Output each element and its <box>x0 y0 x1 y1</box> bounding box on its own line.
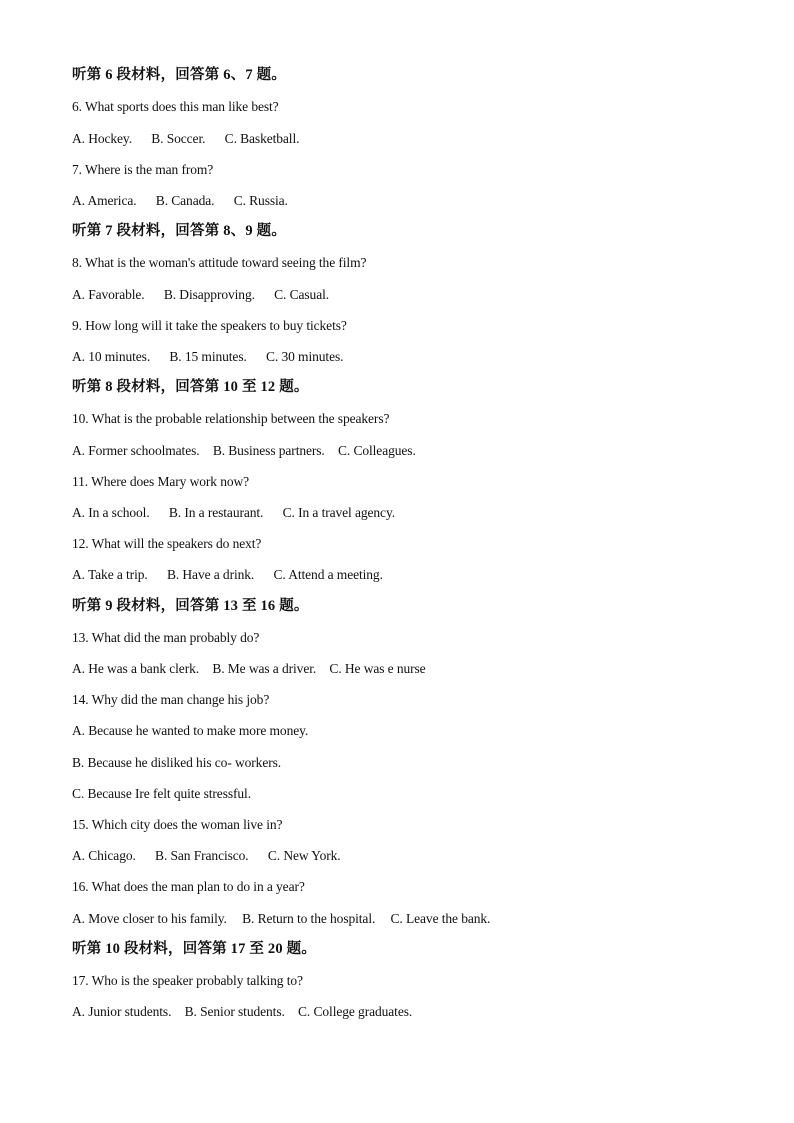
option-b: B. Soccer. <box>151 131 206 146</box>
option-a: A. Former schoolmates. <box>72 443 200 458</box>
option-b: B. Because he disliked his co- workers. <box>72 755 282 770</box>
option-a: A. America. <box>72 193 137 208</box>
option-b: B. Canada. <box>155 193 215 208</box>
question-text: 6. What sports does this man like best? <box>72 99 279 114</box>
question-text: 14. Why did the man change his job? <box>72 692 270 707</box>
option-b: B. Have a drink. <box>166 567 255 582</box>
option-a: A. Take a trip. <box>72 567 148 582</box>
question-text: 11. Where does Mary work now? <box>72 474 250 489</box>
option-b: B. 15 minutes. <box>169 349 247 364</box>
option-a: A. 10 minutes. <box>72 349 151 364</box>
option-b: B. In a restaurant. <box>168 505 264 520</box>
question-text: 10. What is the probable relationship between the speakers? <box>72 411 390 426</box>
answer-options <box>72 1003 412 1021</box>
question-text: 13. What did the man probably do? <box>72 630 260 645</box>
answer-options <box>72 192 288 210</box>
option-b: B. Me was a driver. <box>212 661 317 676</box>
question-text: 8. What is the woman's attitude toward seeing the film? <box>72 255 367 270</box>
section-heading: 听第 6 段材料，回答第 6、7 题。 <box>72 67 287 83</box>
option-b: B. Return to the hospital. <box>242 911 376 926</box>
option-c: C. New York. <box>267 848 341 863</box>
option-a: A. Because he wanted to make more money. <box>72 723 309 738</box>
option-c: C. Leave the bank. <box>390 911 491 926</box>
answer-options <box>72 566 383 584</box>
option-c: C. In a travel agency. <box>282 505 395 520</box>
option-c: C. Because Ire felt quite stressful. <box>72 786 251 801</box>
option-b: B. Senior students. <box>184 1004 285 1019</box>
option-a: A. He was a bank clerk. <box>72 661 200 676</box>
question-text: 15. Which city does the woman live in? <box>72 817 283 832</box>
option-c: C. Russia. <box>233 193 288 208</box>
option-c: C. College graduates. <box>298 1004 413 1019</box>
question-text: 9. How long will it take the speakers to buy tickets? <box>72 318 347 333</box>
section-heading: 听第 8 段材料，回答第 10 至 12 题。 <box>72 379 309 395</box>
question-text: 7. Where is the man from? <box>72 162 214 177</box>
answer-options <box>72 130 299 148</box>
section-heading: 听第 7 段材料，回答第 8、9 题。 <box>72 223 287 239</box>
option-b: B. San Francisco. <box>155 848 249 863</box>
option-c: C. Colleagues. <box>338 443 416 458</box>
section-heading: 听第 9 段材料，回答第 13 至 16 题。 <box>72 598 309 614</box>
option-c: C. He was e nurse <box>329 661 426 676</box>
answer-options <box>72 847 341 865</box>
option-c: C. 30 minutes. <box>266 349 344 364</box>
section-heading: 听第 10 段材料，回答第 17 至 20 题。 <box>72 941 317 957</box>
question-text: 12. What will the speakers do next? <box>72 536 262 551</box>
option-a: A. Hockey. <box>72 131 132 146</box>
option-c: C. Casual. <box>274 287 330 302</box>
option-a: A. Move closer to his family. <box>72 911 227 926</box>
option-b: B. Disapproving. <box>163 287 255 302</box>
answer-options <box>72 442 416 460</box>
option-a: A. Chicago. <box>72 848 136 863</box>
answer-options <box>72 910 490 928</box>
answer-options <box>72 660 426 678</box>
question-text: 17. Who is the speaker probably talking to? <box>72 973 303 988</box>
option-a: A. Junior students. <box>72 1004 172 1019</box>
question-text: 16. What does the man plan to do in a year? <box>72 879 305 894</box>
option-c: C. Basketball. <box>224 131 300 146</box>
option-a: A. In a school. <box>72 505 150 520</box>
option-b: B. Business partners. <box>212 443 325 458</box>
answer-options <box>72 504 395 522</box>
answer-options <box>72 286 329 304</box>
option-c: C. Attend a meeting. <box>273 567 383 582</box>
option-a: A. Favorable. <box>72 287 145 302</box>
answer-options <box>72 348 343 366</box>
